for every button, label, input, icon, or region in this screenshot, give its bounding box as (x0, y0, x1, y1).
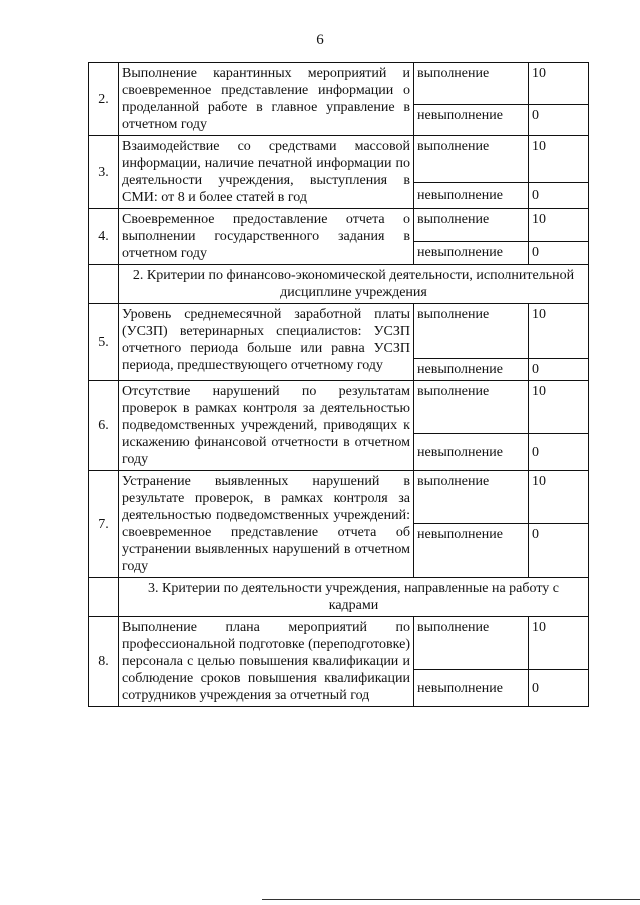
status-fulfilled: выполнение (414, 381, 529, 434)
section-row (89, 578, 589, 617)
status-fulfilled: выполнение (414, 471, 529, 524)
status-unfulfilled: невыполнение (414, 670, 529, 707)
table-row (89, 136, 589, 183)
status-fulfilled: выполнение (414, 304, 529, 359)
criterion-description: Выполнение карантинных мероприятий и своевременное представление информации о проделанной работе в главное управление в отчетном году (119, 63, 414, 136)
score-unfulfilled: 0 (529, 105, 589, 136)
score-fulfilled: 10 (529, 381, 589, 434)
score-fulfilled: 10 (529, 471, 589, 524)
score-fulfilled: 10 (529, 617, 589, 670)
status-unfulfilled: невыполнение (414, 359, 529, 381)
row-number: 2. (89, 63, 119, 136)
table-row (89, 617, 589, 670)
status-unfulfilled: невыполнение (414, 242, 529, 265)
section-title: 2. Критерии по финансово-экономической деятельности, исполнительной дисциплине учреждения (119, 265, 589, 304)
criterion-description: Уровень среднемесячной заработной платы (УСЗП) ветеринарных специалистов: УСЗП отчетного периода больше или равна УСЗП периода, предшествующего отчетному году (119, 304, 414, 381)
row-number: 8. (89, 617, 119, 707)
row-number: 3. (89, 136, 119, 209)
table-row (89, 471, 589, 524)
section-number-cell (89, 265, 119, 304)
row-number: 7. (89, 471, 119, 578)
section-title: 3. Критерии по деятельности учреждения, направленные на работу с кадрами (119, 578, 589, 617)
criteria-table-body (89, 63, 589, 707)
scan-edge-line (262, 899, 640, 900)
status-fulfilled: выполнение (414, 617, 529, 670)
score-unfulfilled: 0 (529, 670, 589, 707)
score-unfulfilled: 0 (529, 242, 589, 265)
table-row (89, 381, 589, 434)
row-number: 6. (89, 381, 119, 471)
table-row (89, 209, 589, 242)
criterion-description: Отсутствие нарушений по результатам проверок в рамках контроля за деятельностью подведомственных учреждений, приводящих к искажению финансовой отчетности в отчетном году (119, 381, 414, 471)
table-row (89, 304, 589, 359)
criteria-table (88, 62, 589, 707)
status-fulfilled: выполнение (414, 209, 529, 242)
page-number: 6 (316, 32, 324, 48)
score-unfulfilled: 0 (529, 359, 589, 381)
criterion-description: Взаимодействие со средствами массовой информации, наличие печатной информации по деятельности учреждения, выступления в СМИ: от 8 и более статей в год (119, 136, 414, 209)
section-number-cell (89, 578, 119, 617)
row-number: 4. (89, 209, 119, 265)
score-fulfilled: 10 (529, 209, 589, 242)
status-unfulfilled: невыполнение (414, 105, 529, 136)
section-row (89, 265, 589, 304)
score-unfulfilled: 0 (529, 183, 589, 209)
criterion-description: Устранение выявленных нарушений в результате проверок, в рамках контроля за деятельностью подведомственных учреждений: своевременное представление отчета об устранении выявленных нарушений в отчетном году (119, 471, 414, 578)
score-fulfilled: 10 (529, 136, 589, 183)
score-fulfilled: 10 (529, 304, 589, 359)
table-row (89, 63, 589, 105)
status-fulfilled: выполнение (414, 136, 529, 183)
row-number: 5. (89, 304, 119, 381)
score-fulfilled: 10 (529, 63, 589, 105)
status-fulfilled: выполнение (414, 63, 529, 105)
status-unfulfilled: невыполнение (414, 524, 529, 578)
score-unfulfilled: 0 (529, 524, 589, 578)
status-unfulfilled: невыполнение (414, 434, 529, 471)
score-unfulfilled: 0 (529, 434, 589, 471)
criterion-description: Выполнение плана мероприятий по профессиональной подготовке (переподготовке) персонала с целью повышения квалификации и соблюдение сроков повышения квалификации сотрудников учреждения за отчетный год (119, 617, 414, 707)
criterion-description: Своевременное предоставление отчета о выполнении государственного задания в отчетном году (119, 209, 414, 265)
status-unfulfilled: невыполнение (414, 183, 529, 209)
